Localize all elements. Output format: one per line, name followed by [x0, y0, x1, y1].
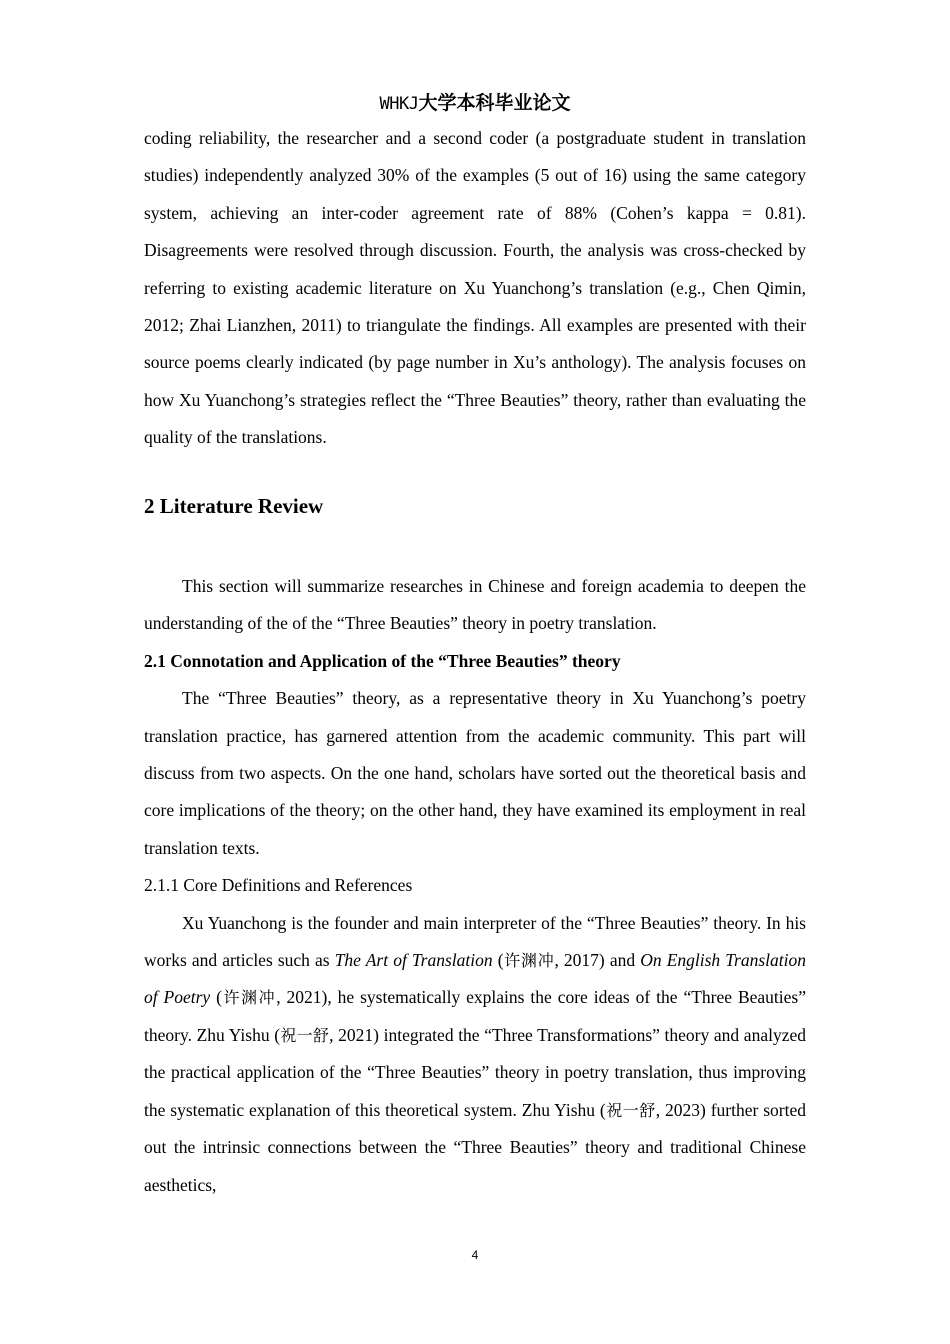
paragraph-section-intro: This section will summarize researches in Chinese and foreign academia to deepen the understanding of the of the “Three Beauties” theory in poetry translation.: [144, 576, 806, 634]
citation-author: 祝一舒: [605, 1100, 656, 1120]
book-title: On English Translation of Poetry: [144, 950, 806, 1008]
citation-author: 祝一舒: [280, 1025, 330, 1045]
book-title: The Art of Translation: [334, 950, 493, 971]
header-cjk: 大学本科毕业论文: [418, 92, 571, 114]
page-number: 4: [471, 1248, 479, 1262]
text-segment: , 2017) and: [554, 950, 641, 971]
text-segment: (: [492, 950, 504, 971]
text-segment: , 2021), he systematically explains the core ideas of the “Three Beauties” theory. Zhu Yishu (: [144, 987, 806, 1045]
section-heading-literature-review: 2 Literature Review: [144, 494, 324, 518]
paragraph-2-1-1: [144, 905, 806, 1204]
subsubsection-heading-2-1-1: 2.1.1 Core Definitions and References: [144, 875, 413, 896]
text-segment: , 2023) further sorted out the intrinsic connections between the “Three Beauties” theory and traditional Chinese aesthetics,: [144, 1099, 806, 1195]
paragraph-2-1: The “Three Beauties” theory, as a representative theory in Xu Yuanchong’s poetry translation practice, has garnered attention from the academic community. This part will discuss from two aspects. On the one hand, scholars have sorted out the theoretical basis and core implications of the theory; on the other hand, they have examined its employment in real translation texts.: [144, 688, 806, 858]
text-segment: , 2021) integrated the “Three Transformations” theory and analyzed the practical application of the “Three Beauties” theory in poetry translation, thus improving the systematic explanation of this theoretical system. Zhu Yishu (: [144, 1024, 806, 1120]
continued-paragraph-block: [144, 120, 806, 457]
subsection-heading-2-1: 2.1 Connotation and Application of the “Three Beauties” theory: [144, 650, 621, 671]
text-segment: (: [210, 987, 222, 1008]
header-latin: WHKJ: [379, 94, 419, 114]
paragraph-method-continued: coding reliability, the researcher and a second coder (a postgraduate student in translation studies) independently analyzed 30% of the examples (5 out of 16) using the same category system, achieving an inter-coder agreement rate of 88% (Cohen’s kappa = 0.81). Disagreements were resolved through discussion. Fourth, the analysis was cross-checked by referring to existing academic literature on Xu Yuanchong’s translation (e.g., Chen Qimin, 2012; Zhai Lianzhen, 2011) to triangulate the findings. All examples are presented with their source poems clearly indicated (by page number in Xu’s anthology). The analysis focuses on how Xu Yuanchong’s strategies reflect the “Three Beauties” theory, rather than evaluating the quality of the translations.: [144, 128, 806, 448]
text-segment: Xu Yuanchong is the founder and main interpreter of the “Three Beauties” theory. In his works and articles such as: [144, 912, 806, 971]
literature-review-body: [144, 568, 806, 1204]
citation-author: 许渊冲: [503, 951, 555, 971]
running-header: [0, 90, 950, 117]
citation-author: 许渊冲: [221, 988, 277, 1008]
